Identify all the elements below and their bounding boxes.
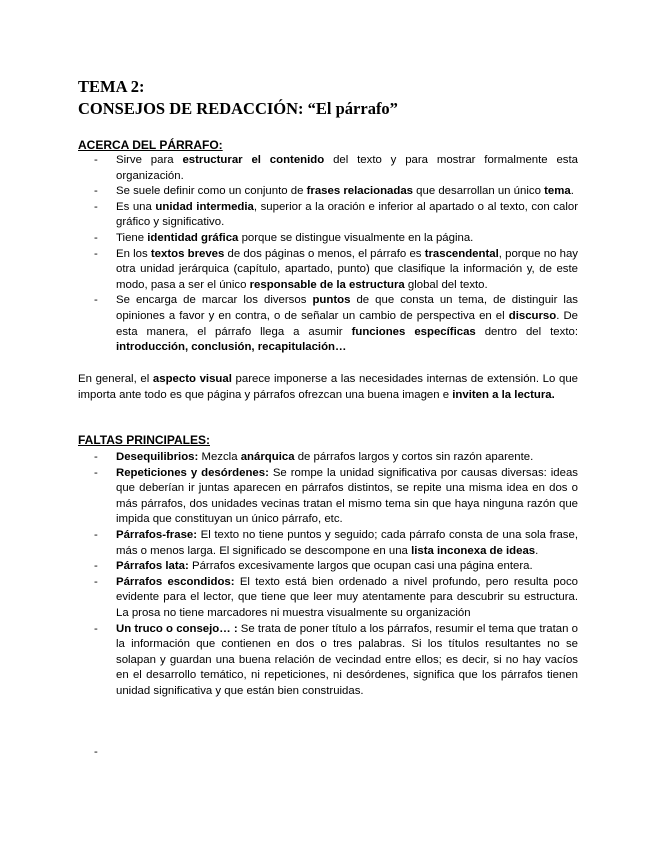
closing-paragraph [78, 372, 578, 403]
list-item [78, 450, 578, 466]
list-item [78, 293, 578, 355]
list-item [78, 231, 578, 247]
text-run: del texto y para mostrar formalmente esta organización. [116, 154, 578, 182]
bold-text-run: Párrafos escondidos: [116, 575, 235, 588]
about-paragraph-list [78, 153, 578, 356]
text-run: En general, el [78, 373, 153, 385]
text-run: . [570, 185, 574, 198]
list-item [78, 528, 578, 559]
text-run: dentro del texto: [475, 325, 578, 338]
bold-text-run: tema [544, 185, 571, 198]
trailing-dash: - [94, 746, 98, 758]
bold-text-run: responsable de la estructura [249, 278, 405, 291]
document-title-line-2: CONSEJOS DE REDACCIÓN: “El párrafo” [78, 99, 398, 118]
bold-text-run: textos breves [150, 247, 225, 260]
bold-text-run: estructurar el contenido [182, 154, 325, 166]
text-run: , superior a la oración e inferior al apartado o al texto, con calor gráfico y significativo. [116, 200, 578, 229]
text-run: parece imponerse a las necesidades internas de extensión. Lo que importa ante todo es que página y párrafos ofrezcan una buena imagen e [78, 373, 578, 401]
bold-text-run: introducción, conclusión, recapitulación… [116, 341, 347, 354]
bold-text-run: puntos [312, 294, 351, 307]
section-heading-faltas: FALTAS PRINCIPALES: [78, 433, 210, 447]
text-run: Se trata de poner título a los párrafos, resumir el tema que tratan o la información que contienen en dos o tres palabras. Si los títulos resultantes no se solapan y guardan una buena relación de vecindad entre ellos; es decir, si no hay vacíos en el desarrollo temático, ni repeticiones, ni desórdenes, significa que los párrafos tienen unidad significativa y que están bien construidas. [116, 622, 578, 697]
bold-text-run: Un truco o consejo… : [116, 622, 238, 635]
bold-text-run: identidad gráfica [147, 231, 239, 244]
bold-text-run: Desequilibrios: [116, 451, 199, 463]
text-run: de que consta un tema, de distinguir las opiniones a favor y en contra, o de señalar un cambio de perspectiva en el [116, 294, 578, 322]
list-item [78, 153, 578, 184]
text-run: El texto está bien ordenado a nivel profundo, pero resulta poco evidente para el lector, que tiene que leer muy atentamente para descubrir su estructura. La prosa no tiene marcadores ni muestra visualmente su organización [116, 575, 578, 619]
bold-text-run: aspecto visual [152, 373, 232, 385]
text-run: . De esta manera, el párrafo llega a asumir [116, 309, 579, 338]
bold-text-run: Párrafos lata: [116, 560, 189, 573]
text-run: global del texto. [404, 278, 488, 291]
list-item [78, 184, 578, 200]
text-run: Se suele definir como un conjunto de [116, 185, 307, 198]
list-item [78, 622, 578, 700]
text-run: Es una [116, 200, 156, 213]
text-run: , porque no hay otra unidad jerárquica (capítulo, apartado, punto) que clasifique la información y, de este modo, pasa a ser el único [116, 247, 579, 291]
text-run: Se rompe la unidad significativa por causas diversas: ideas que deberían ir juntas aparecen en párrafos distintos, se repite una misma idea en dos o más párrafos, dos unidades vecinas tratan el mismo tema sin que haya ninguna razón que impida que constituyan un único párrafo, etc. [116, 466, 578, 526]
document-title-line-1: TEMA 2: [78, 77, 145, 96]
text-run: Se encarga de marcar los diversos [116, 294, 313, 307]
text-run: de dos páginas o menos, el párrafo es [224, 247, 425, 260]
text-run: Mezcla [198, 451, 241, 463]
bold-text-run: unidad intermedia [155, 200, 254, 213]
text-run: En los [116, 247, 151, 260]
section-heading-acerca: ACERCA DEL PÁRRAFO: [78, 138, 223, 152]
text-run: de párrafos largos y cortos sin razón aparente. [294, 451, 534, 463]
text-run: Tiene [116, 231, 148, 244]
text-run: Párrafos excesivamente largos que ocupan casi una página entera. [188, 560, 533, 573]
text-run: porque se distingue visualmente en la página. [238, 231, 474, 244]
bold-text-run: frases relacionadas [306, 185, 413, 198]
bold-text-run: trascendental [424, 247, 499, 260]
bold-text-run: Repeticiones y desórdenes: [116, 466, 269, 479]
list-item [78, 247, 578, 294]
bold-text-run: anárquica [240, 451, 295, 463]
bold-text-run: Párrafos-frase: [116, 528, 198, 541]
bold-text-run: discurso [508, 309, 557, 322]
list-item [78, 575, 578, 622]
bold-text-run: funciones específicas [351, 325, 476, 338]
list-item [78, 200, 578, 231]
text-run: El texto no tiene puntos y seguido; cada párrafo consta de una sola frase, más o menos larga. El significado se descompone en una [116, 528, 578, 557]
bold-text-run: lista inconexa de ideas [411, 544, 536, 557]
text-run: Sirve para [116, 154, 183, 166]
main-faults-list [78, 450, 578, 700]
text-run: que desarrollan un único [413, 185, 545, 198]
text-run: . [535, 544, 539, 557]
list-item [78, 559, 578, 575]
bold-text-run: inviten a la lectura. [452, 388, 555, 401]
list-item [78, 466, 578, 528]
